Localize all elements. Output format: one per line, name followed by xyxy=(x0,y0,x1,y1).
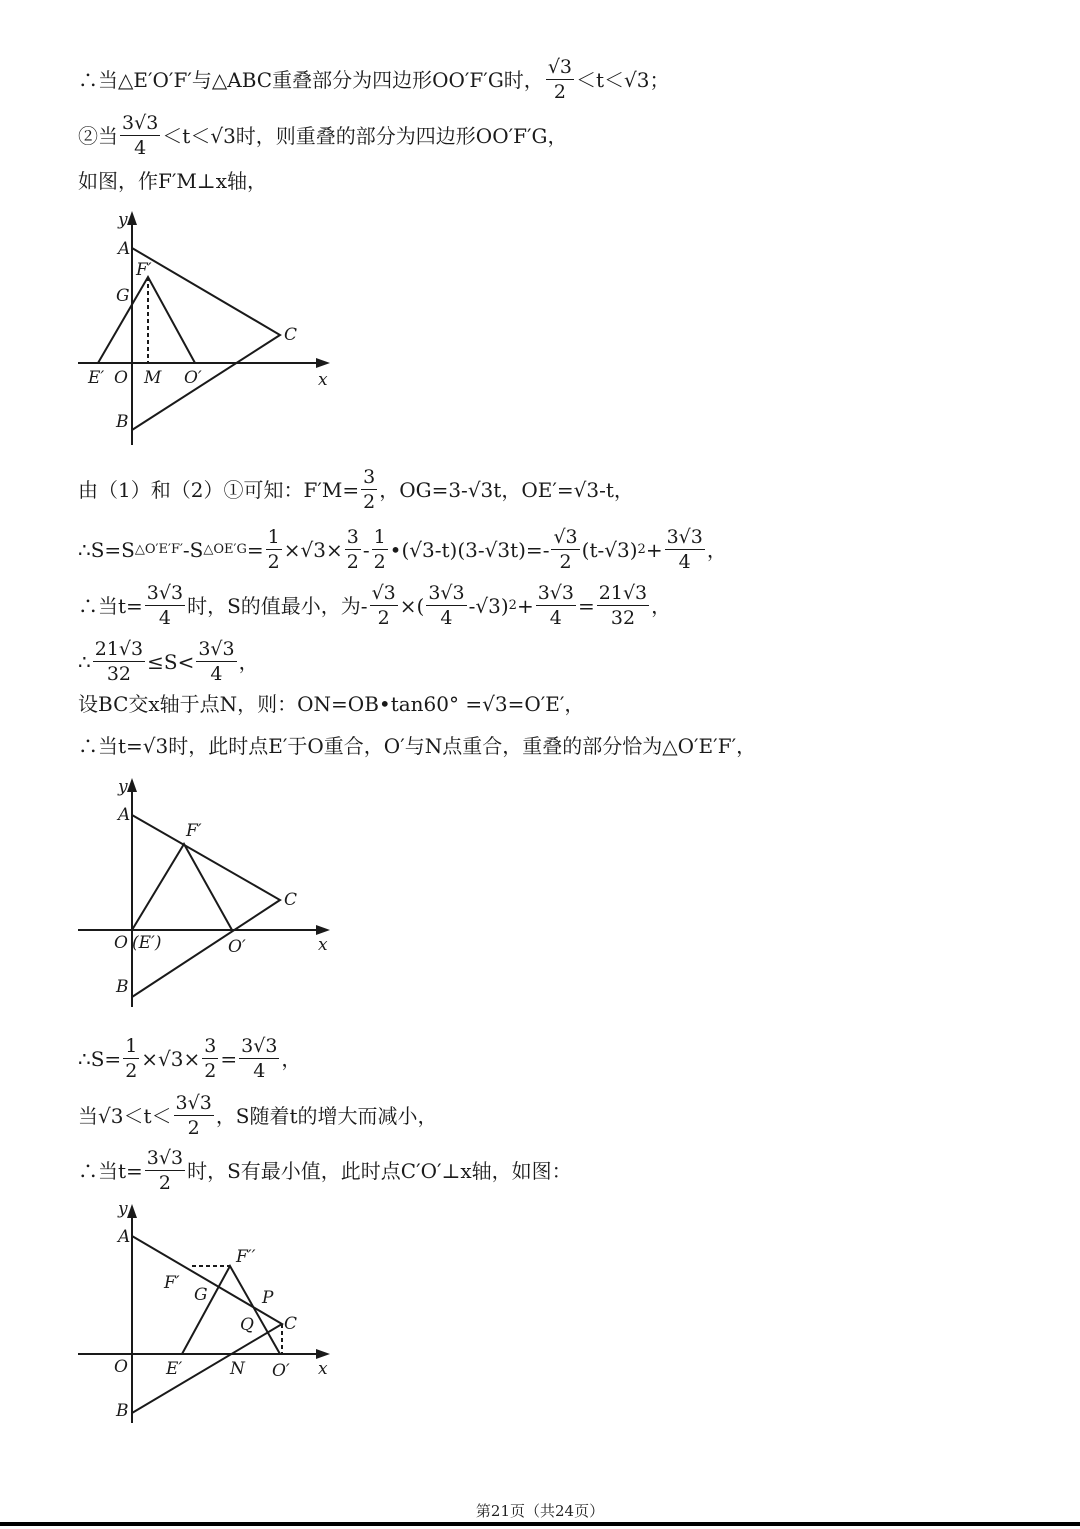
label-n: N xyxy=(230,1359,245,1379)
label-e: E′ xyxy=(166,1359,183,1379)
figure-1-diagram xyxy=(70,205,350,450)
label-o-prime: O′ xyxy=(228,937,246,957)
label-x: x xyxy=(318,935,328,955)
x-axis-arrow xyxy=(316,1349,330,1359)
triangle-abc xyxy=(132,1236,282,1413)
text-line-2: ②当 $\frac{3√3}{4}$ ＜t＜√3时，则重叠的部分为四边形OO′F′G， xyxy=(78,112,568,159)
text-line-8: 设BC交x轴于点N，则：ON=OB•tan60° =√3=O′E′， xyxy=(78,692,585,716)
label-m: M xyxy=(144,368,162,388)
label-a: A xyxy=(118,1227,131,1247)
triangle-eof xyxy=(182,1266,280,1354)
text-line-10: ∴S= $\frac{1}{2}$ ×√3× $\frac{3}{2}$ = $\frac{3√3}{4}$ ， xyxy=(78,1035,302,1082)
text-line-5: ∴S=S △O′E′F′ -S △OE′G = $\frac{1}{2}$ ×√3× $\frac{3}{2}$ - $\frac{1}{2}$ •(√3-t)(3-√3t)=- $\frac{√3}{2}$ (t-√3) 2 + $\frac{3√3}{4}$ ， xyxy=(78,526,727,573)
page-footer: 第21页（共24页） xyxy=(475,1502,605,1520)
text-line-6: ∴当t= $\frac{3√3}{4}$ 时，S的值最小，为- $\frac{√3}{2}$ ×( $\frac{3√3}{4}$ -√3) 2 + $\frac{3√3}{4}$ = $\frac{21√3}{32}$ ， xyxy=(78,582,672,629)
label-y: y xyxy=(118,210,128,230)
text-line-9: ∴当t=√3时，此时点E′于O重合，O′与N点重合，重叠的部分恰为△O′E′F′， xyxy=(78,734,757,758)
label-f-double-prime: F′′ xyxy=(236,1247,256,1267)
text-line-11: 当√3＜t＜ $\frac{3√3}{2}$ ，S随着t的增大而减小， xyxy=(78,1092,438,1139)
label-e: E′ xyxy=(88,368,105,388)
fraction: $\frac{3√3}{4}$ xyxy=(122,112,159,159)
label-c: C xyxy=(284,890,298,910)
y-axis-arrow xyxy=(127,1204,137,1218)
label-x: x xyxy=(318,1359,328,1379)
figure-3 xyxy=(70,1198,360,1432)
label-o-prime: O′ xyxy=(272,1361,290,1381)
label-b: B xyxy=(116,1401,129,1421)
label-o: O xyxy=(114,368,128,388)
label-g: G xyxy=(194,1285,208,1305)
label-a: A xyxy=(118,805,131,825)
triangle-eof xyxy=(132,844,232,930)
text-line-7: ∴ $\frac{21√3}{32}$ ≤S< $\frac{3√3}{4}$ ， xyxy=(78,638,259,685)
label-f: F′ xyxy=(136,260,152,280)
label-f: F′ xyxy=(164,1273,180,1293)
figure-2-diagram xyxy=(70,772,350,1012)
label-g: G xyxy=(116,286,130,306)
label-c: C xyxy=(284,325,298,345)
text-line-4: 由（1）和（2）①可知：F′M= $\frac{3}{2}$ ，OG=3-√3t，OE′=√3-t， xyxy=(78,466,634,513)
triangle-abc xyxy=(132,815,280,997)
fraction: $\frac{√3}{2}$ xyxy=(547,56,573,103)
label-y: y xyxy=(118,1199,128,1219)
label-p: P xyxy=(262,1288,274,1308)
label-e: (E′) xyxy=(132,933,162,953)
bottom-rule xyxy=(0,1522,1080,1526)
text-line-3: 如图，作F′M⊥x轴， xyxy=(78,169,267,193)
label-o-prime: O′ xyxy=(184,368,202,388)
label-y: y xyxy=(118,777,128,797)
label-q: Q xyxy=(240,1315,254,1335)
label-b: B xyxy=(116,977,129,997)
text-line-12: ∴当t= $\frac{3√3}{2}$ 时，S有最小值，此时点C′O′⊥x轴，如图： xyxy=(78,1147,572,1194)
y-axis-arrow xyxy=(127,211,137,225)
line1-suffix: ＜t＜√3； xyxy=(576,68,670,92)
x-axis-arrow xyxy=(316,358,330,368)
triangle-eof xyxy=(98,277,195,363)
line1-prefix: ∴当△E′O′F′与△ABC重叠部分为四边形OO′F′G时， xyxy=(78,68,544,92)
label-o: O xyxy=(114,933,128,953)
figure-1 xyxy=(70,205,350,454)
label-o: O xyxy=(114,1357,128,1377)
fraction: $\frac{3}{2}$ xyxy=(363,466,376,513)
label-f: F′ xyxy=(186,821,202,841)
text-line-1 xyxy=(78,58,1040,102)
y-axis-arrow xyxy=(127,778,137,792)
label-x: x xyxy=(318,370,328,390)
figure-3-diagram xyxy=(70,1198,360,1428)
figure-2 xyxy=(70,772,350,1016)
triangle-abc xyxy=(132,248,280,430)
x-axis-arrow xyxy=(316,925,330,935)
label-c: C xyxy=(284,1314,298,1334)
label-b: B xyxy=(116,412,129,432)
label-a: A xyxy=(118,239,131,259)
